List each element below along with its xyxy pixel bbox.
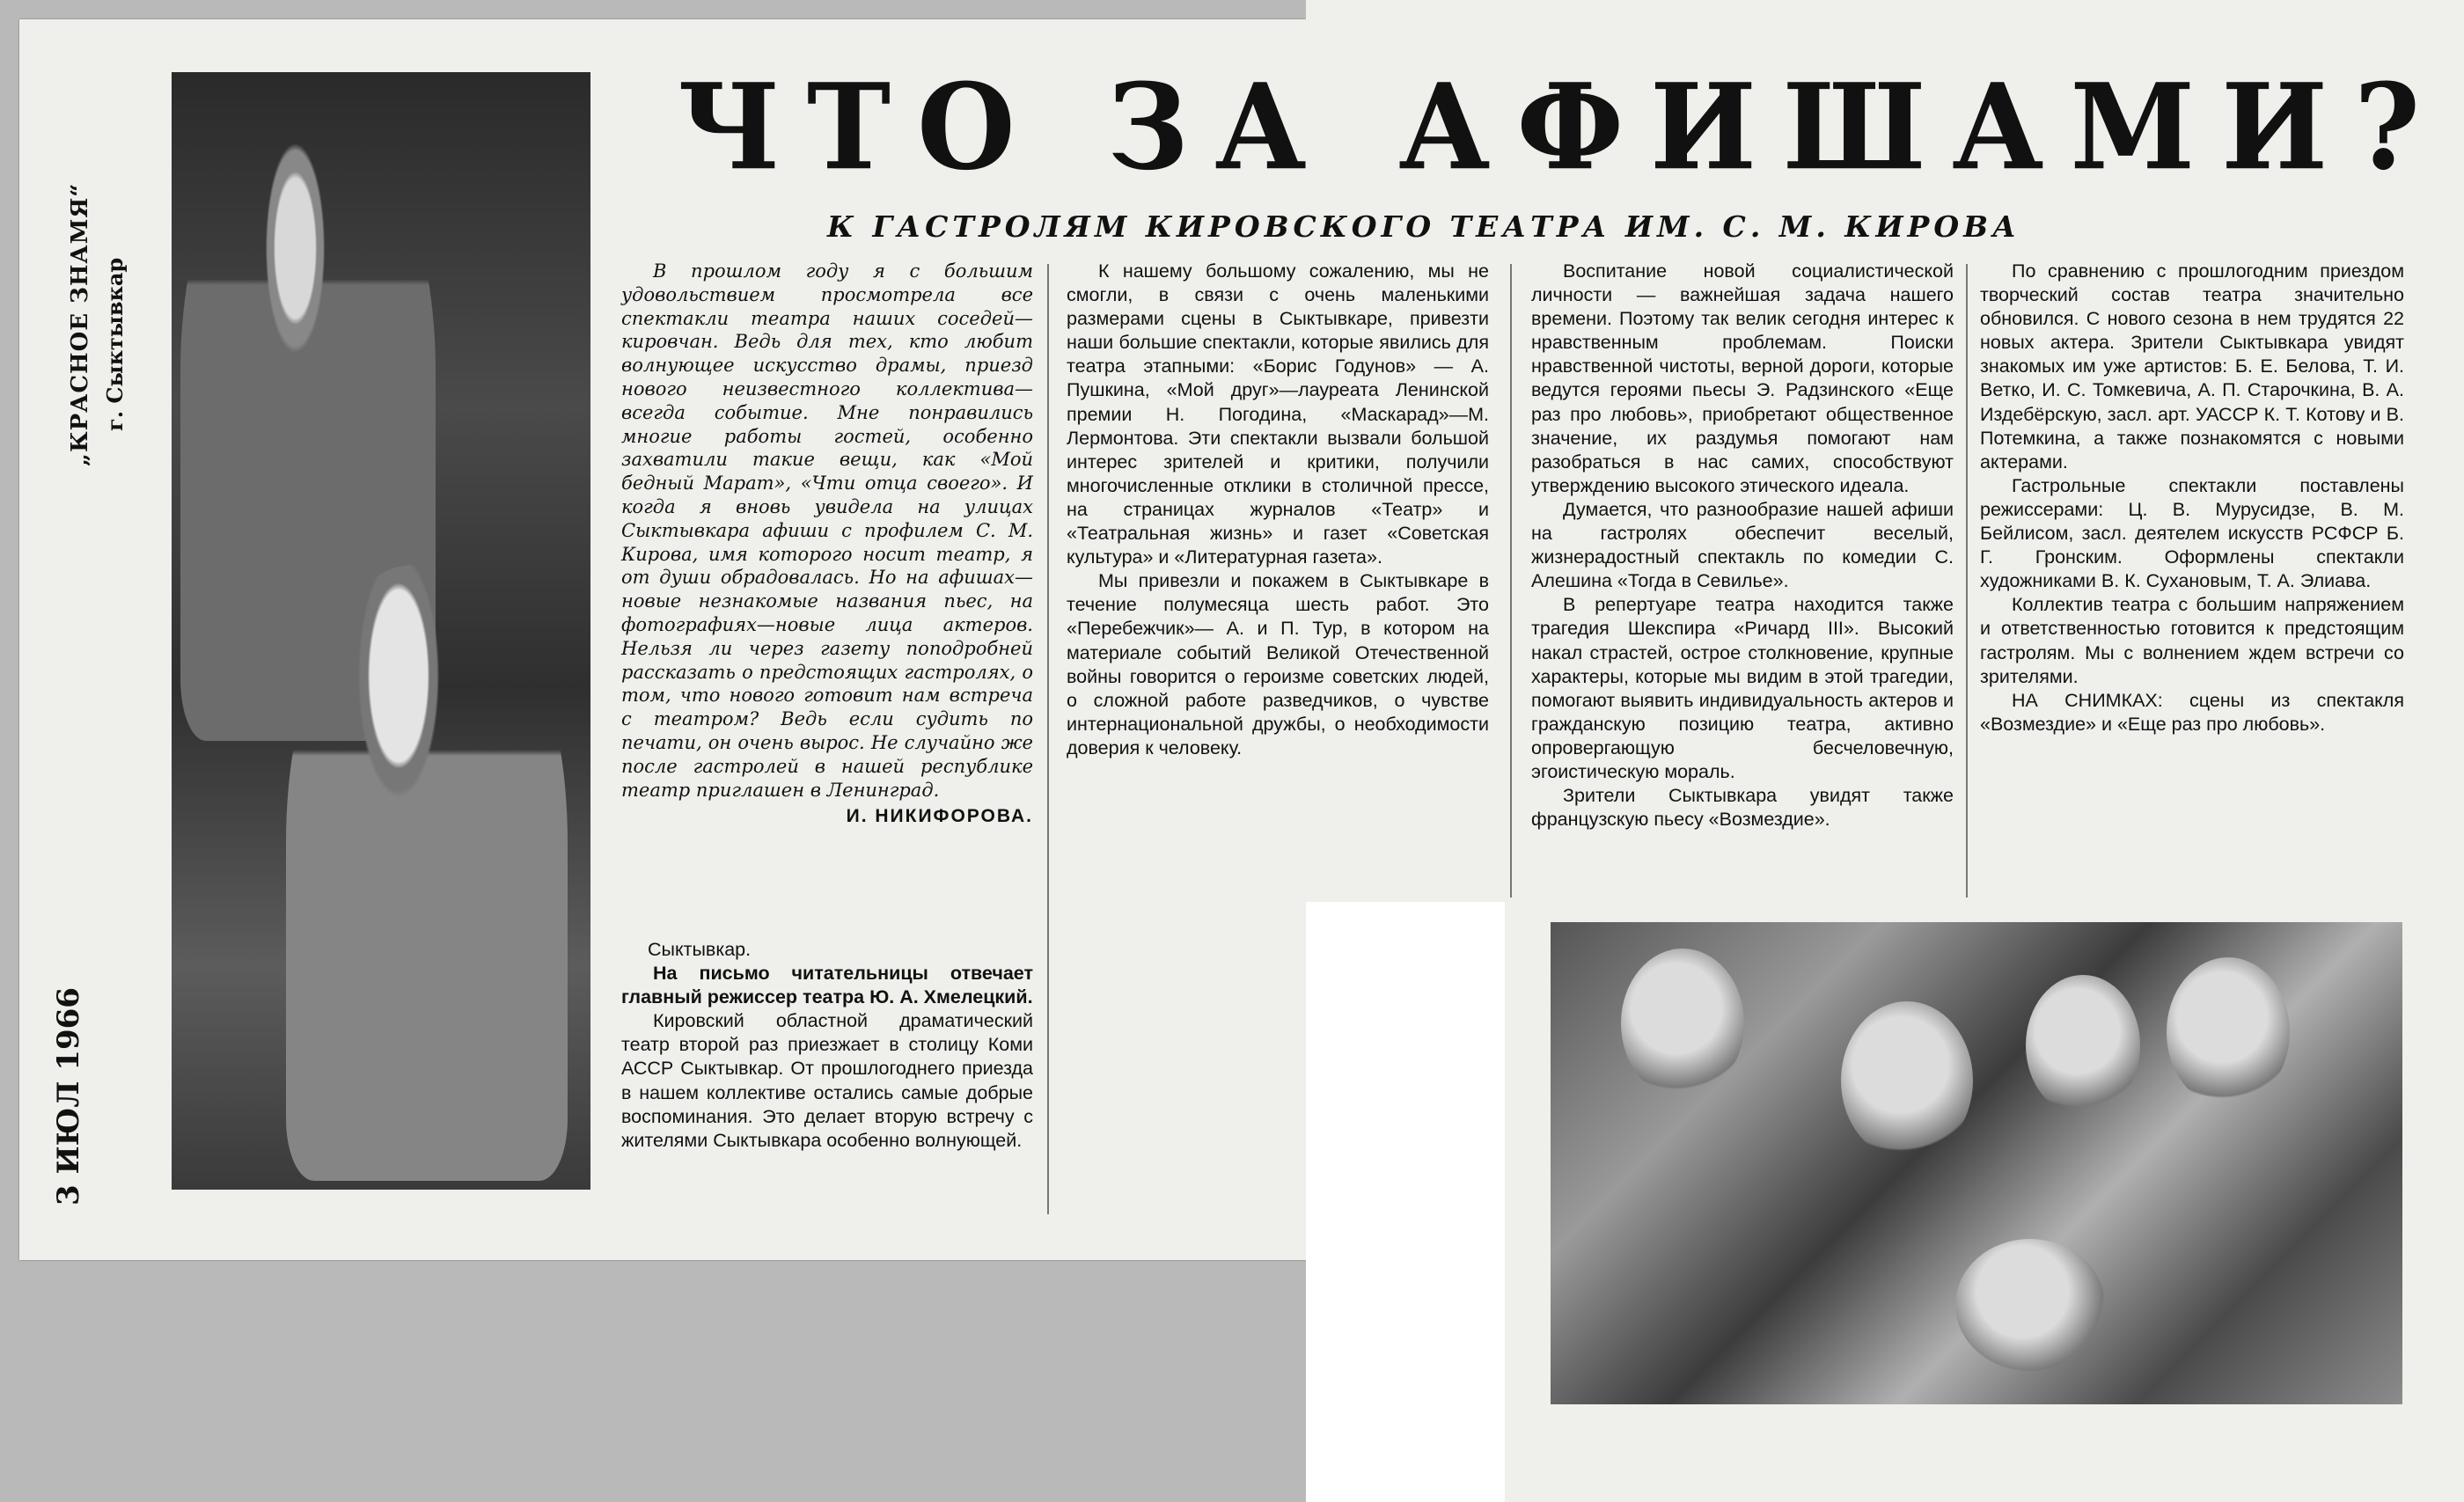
photo-figure-woman xyxy=(286,565,568,1181)
letter-text: В прошлом году я с большим удовольствием просмотрела все спектакли театра наших соседей— кировчан. Ведь для тех, кто любит волнующее искусство драмы, приезд нового неизвестного коллектива—всегда событие. Мне понравились многие работы гостей, особенно захватили такие вещи, как «Мой бедный Марат», «Чти отца своего». И когда я вновь увидела на улицах Сыктывкара афиши с профилем С. М. Кирова, имя которого носит театр, я от души обрадовалась. Но на афишах—новые незнакомые названия пьес, на фотографиях—новые лица актеров. Нельзя ли через газету поподробней рассказать о предстоящих гастролях, о том, что нового готовит нам встреча с театром? Ведь если судить по печати, он очень вырос. Не случайно же после гастролей в нашей республике театр приглашен в Ленинград. xyxy=(621,260,1033,801)
clipping-date: 3 ИЮЛ 1966 xyxy=(51,987,86,1205)
reply-paragraph-6: В репертуаре театра находится также трагедия Шекспира «Ричард III». Высокий накал страстей, острое столкновение, крупные характеры, которые мы видим в этой трагедии, помогают выявить индивидуальность актеров и гражданскую позицию театра, активно опровергающую бесчеловечную, эгоистическую мораль. xyxy=(1531,594,1954,782)
dateline xyxy=(25,53,128,1214)
reply-paragraph-5: Думается, что разнообразие нашей афиши на гастролях обеспечит веселый, жизнерадостный спектакль по комедии С. Алешина «Тогда в Севилье». xyxy=(1531,498,1954,592)
column-rule-2 xyxy=(1510,264,1512,898)
subheadline: К ГАСТРОЛЯМ КИРОВСКОГО ТЕАТРА ИМ. С. М. КИРОВА xyxy=(827,209,2020,244)
reader-letter xyxy=(621,260,1033,829)
reply-paragraph-4: Воспитание новой социалистической личности — важнейшая задача нашего времени. Поэтому так велик сегодня интерес к нравственным проблемам. Поиски нравственной чистоты, верной дороги, которые ведутся героями пьесы Э. Радзинского «Еще раз про любовь», приобретают общественное значение, их раздумья помогают нам разобраться в нас самих, способствуют утверждению высокого этического идеала. xyxy=(1531,260,1954,496)
reply-intro: На письмо читательницы отвечает главный режиссер театра Ю. А. Хмелецкий. xyxy=(621,963,1033,1008)
letter-signature: И. НИКИФОРОВА. xyxy=(846,806,1033,827)
photo-face xyxy=(2167,957,2290,1107)
theatre-photo-right xyxy=(1551,922,2402,1404)
reply-paragraph-2: К нашему большому сожалению, мы не смогли, в связи с очень маленькими размерами сцены в Сыктывкаре, привезти наши большие спектакли, которые явились для театра этапными: «Борис Годунов» — А. Пушкина, «Мой друг»—лауреата Ленинской премии Н. Погодина, «Маскарад»—М. Лермонтова. Эти спектакли вызвали большой интерес зрителей и критики, получили многочисленные отклики в столичной прессе, на страницах журналов «Театр» и «Театральная жизнь» и газет «Советская культура» и «Литературная газета». xyxy=(1067,260,1489,568)
reply-paragraph-10: Коллектив театра с большим напряжением и ответственностью готовится к предстоящим гастролям. Мы с волнением ждем встречи со зрителями. xyxy=(1980,594,2404,687)
newspaper-city: г. Сыктывкар xyxy=(102,257,128,431)
photo-face xyxy=(1621,949,1744,1098)
headline: ЧТО ЗА АФИШАМИ? xyxy=(678,58,2447,197)
theatre-photo-left xyxy=(172,72,590,1190)
reply-paragraph-3: Мы привезли и покажем в Сыктывкаре в течение полумесяца шесть работ. Это «Перебежчик»— А. и П. Тур, в котором на материале событий Великой Отечественной войны говорится о героизме советских людей, о сложной работе разведчиков, о чувстве интернациональной дружбы, о необходимости доверия к человеку. xyxy=(1067,570,1489,758)
reply-paragraph-8: По сравнению с прошлогодним приездом творческий состав театра значительно обновился. С нового сезона в нем трудятся 22 новых актера. Зрители Сыктывкара увидят знакомых им уже артистов: Б. Е. Белова, Т. И. Ветко, И. С. Томкевича, А. П. Старочкина, В. А. Издебёрскую, засл. арт. УАССР К. Т. Котову и В. Потемкина, а также познакомятся с новыми актерами. xyxy=(1980,260,2404,473)
reply-start xyxy=(621,938,1033,1153)
column-rule-1 xyxy=(1047,264,1049,1214)
paper-gap xyxy=(1306,902,1505,1502)
column-4 xyxy=(1980,260,2404,736)
column-3 xyxy=(1531,260,1954,832)
column-2 xyxy=(1067,260,1489,760)
photo-caption: НА СНИМКАХ: сцены из спектакля «Возмездие» и «Еще раз про любовь». xyxy=(1980,689,2404,735)
reply-paragraph-1: Кировский областной драматический театр второй раз приезжает в столицу Коми АССР Сыктывкар. От прошлогоднего приезда в нашем коллективе остались самые добрые воспоминания. Это делает вторую встречу с жителями Сыктывкара особенно волнующей. xyxy=(621,1010,1033,1151)
photo-face xyxy=(2026,975,2140,1116)
photo-face xyxy=(1955,1239,2105,1371)
photo-face xyxy=(1841,1001,1973,1160)
reply-paragraph-7: Зрители Сыктывкара увидят также французскую пьесу «Возмездие». xyxy=(1531,785,1954,831)
reply-paragraph-9: Гастрольные спектакли поставлены режиссерами: Ц. В. Мурусидзе, В. М. Бейлисом, засл. деятелем искусств РСФСР Б. Г. Гронским. Оформлены спектакли художниками В. К. Сухановым, Т. А. Элиава. xyxy=(1980,474,2404,592)
newspaper-name: „КРАСНОЕ ЗНАМЯ“ xyxy=(67,182,93,466)
column-rule-3 xyxy=(1966,264,1968,898)
reply-city: Сыктывкар. xyxy=(648,939,752,960)
